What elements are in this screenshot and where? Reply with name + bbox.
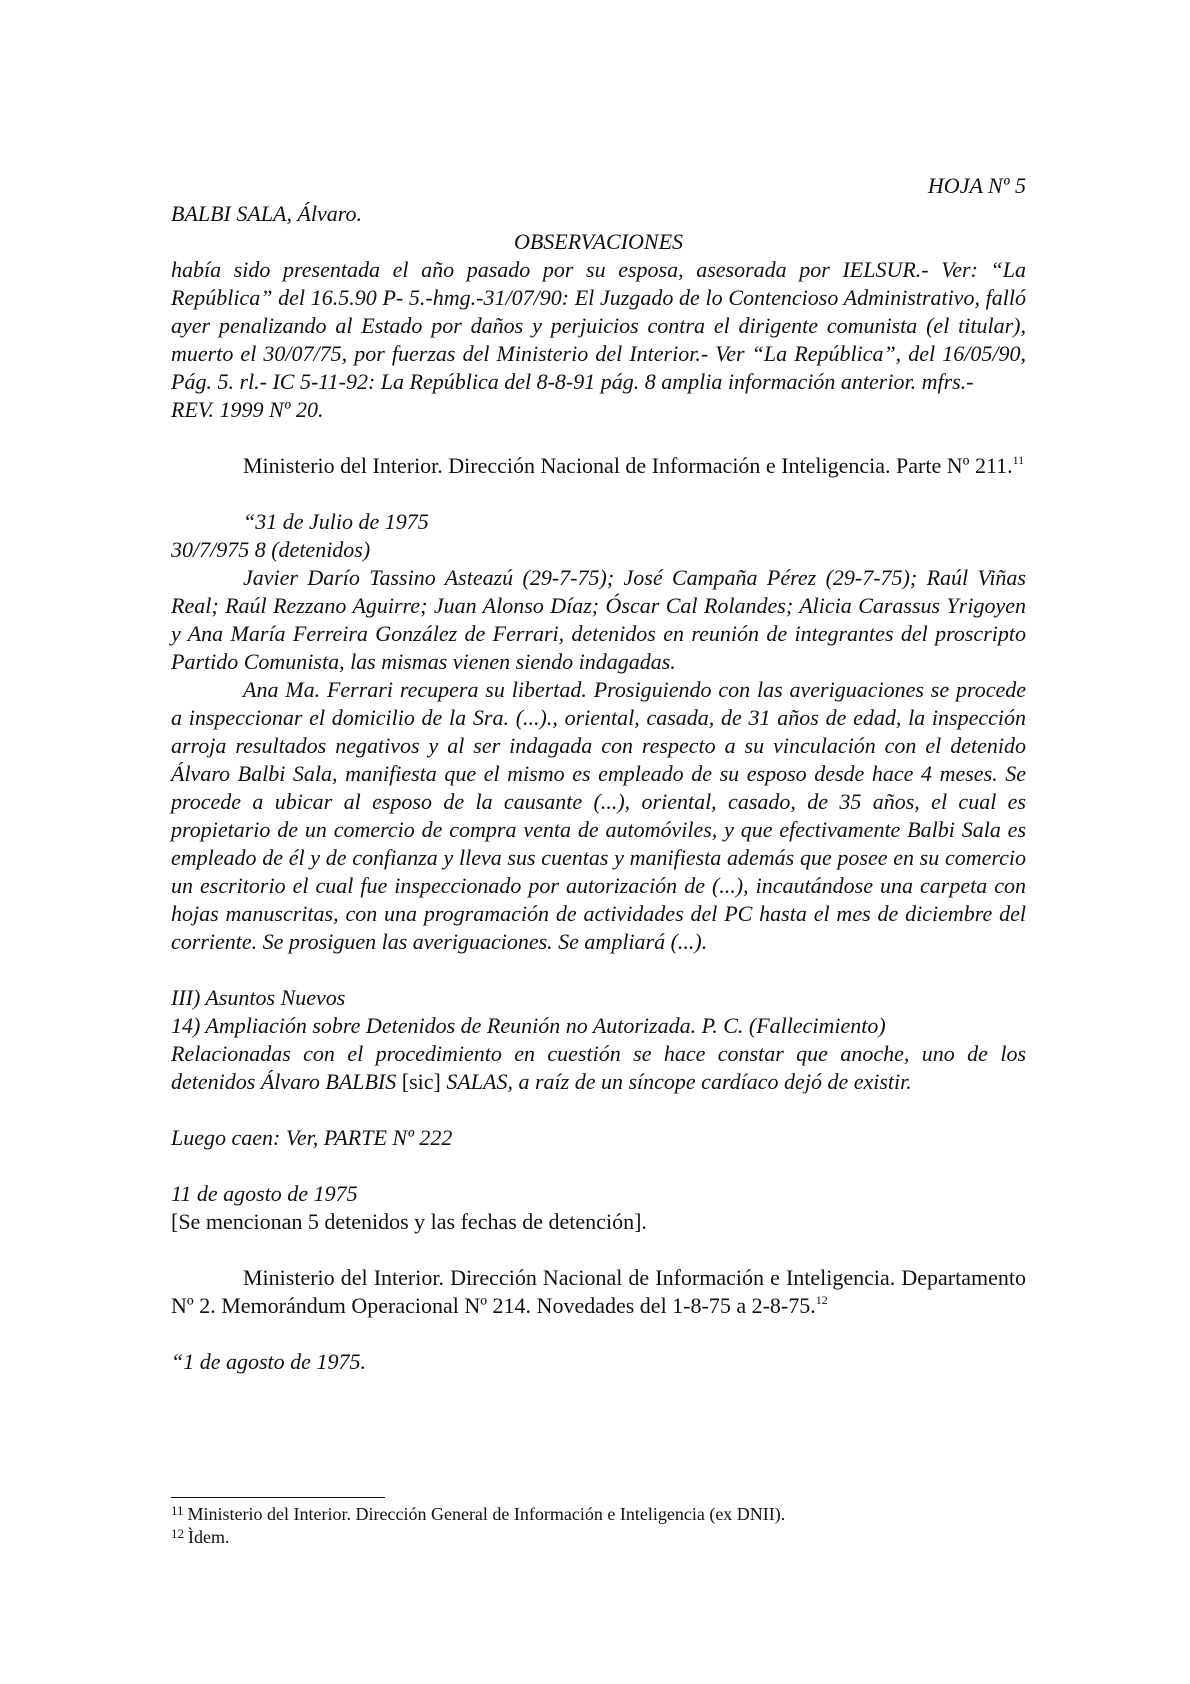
footnote-12-text: Ìdem.: [188, 1527, 230, 1547]
footnote-separator: [171, 1497, 385, 1498]
memorandum-214-date: “1 de agosto de 1975.: [171, 1349, 366, 1374]
asuntos-text-a: Relacionadas con el procedimiento en cuestión se hace constar que anoche, uno de los detenidos Álvaro BALBIS: [171, 1041, 1026, 1094]
footnote-ref-11: 11: [1012, 453, 1025, 467]
footnote-ref-12: 12: [815, 1293, 828, 1307]
parte-211-intro: [171, 452, 1026, 480]
agosto-note: [Se mencionan 5 detenidos y las fechas de detención].: [171, 1209, 647, 1234]
section-heading: OBSERVACIONES: [513, 229, 684, 254]
agosto-date: 11 de agosto de 1975: [171, 1181, 358, 1206]
footnote-12: [171, 1526, 1026, 1549]
parte-211-paragraph-2: Ana Ma. Ferrari recupera su libertad. Prosiguiendo con las averiguaciones se procede a inspeccionar el domicilio de la Sra. (...)., oriental, casada, de 31 años de edad, la inspección arroja resultados negativos y al ser indagada con respecto a su vinculación con el detenido Álvaro Balbi Sala, manifiesta que el mismo es empleado de su esposo desde hace 4 meses. Se procede a ubicar al esposo de la causante (...), oriental, casado, de 35 años, el cual es propietario de un comercio de compra venta de automóviles, y que efectivamente Balbi Sala es empleado de él y de confianza y lleva sus cuentas y manifiesta además que posee en su comercio un escritorio el cual fue inspeccionado por autorización de (...), incautándose una carpeta con hojas manuscritas, con una programación de actividades del PC hasta el mes de diciembre del corriente. Se prosiguen las averiguaciones. Se ampliará (...).: [171, 677, 1026, 954]
parte-211-date: “31 de Julio de 1975: [243, 509, 429, 534]
revision-line: REV. 1999 Nº 20.: [171, 397, 324, 422]
sheet-number: HOJA Nº 5: [927, 173, 1026, 198]
subject-name: BALBI SALA, Álvaro.: [171, 201, 363, 226]
asuntos-text-b: SALAS, a raíz de un síncope cardíaco dejó de existir.: [440, 1069, 912, 1094]
memorandum-214-intro-text: Ministerio del Interior. Dirección Nacional de Información e Inteligencia. Departamento Nº 2. Memorándum Operacional Nº 214. Novedades del 1-8-75 a 2-8-75.: [171, 1265, 1026, 1318]
footnotes: [171, 1503, 1026, 1549]
document-page: [171, 172, 1026, 1376]
asuntos-item: 14) Ampliación sobre Detenidos de Reunión no Autorizada. P. C. (Fallecimiento): [171, 1013, 886, 1038]
memorandum-214-intro: [171, 1264, 1026, 1320]
parte-211-paragraph-1: Javier Darío Tassino Asteazú (29-7-75); José Campaña Pérez (29-7-75); Raúl Viñas Real; Raúl Rezzano Aguirre; Juan Alonso Díaz; Óscar Cal Rolandes; Alicia Carassus Yrigoyen y Ana María Ferreira González de Ferrari, detenidos en reunión de integrantes del proscripto Partido Comunista, las mismas vienen siendo indagadas.: [171, 565, 1026, 674]
footnote-11: [171, 1503, 1026, 1526]
footnote-11-text: Ministerio del Interior. Dirección General de Información e Inteligencia (ex DNII).: [187, 1504, 786, 1524]
parte-211-detenidos-line: 30/7/975 8 (detenidos): [171, 537, 371, 562]
observations-text: había sido presentada el año pasado por su esposa, asesorada por IELSUR.- Ver: “La República” del 16.5.90 P- 5.-hmg.-31/07/90: El Juzgado de lo Contencioso Administrativo, falló ayer penalizando al Estado por daños y perjuicios contra el dirigente comunista (el titular), muerto el 30/07/75, por fuerzas del Ministerio del Interior.- Ver “La República”, del 16/05/90, Pág. 5. rl.- IC 5-11-92: La República del 8-8-91 pág. 8 amplia información anterior. mfrs.-: [171, 257, 1026, 394]
parte-211-intro-text: Ministerio del Interior. Dirección Nacional de Información e Inteligencia. Parte Nº 211.: [243, 453, 1013, 478]
footnote-11-number: 11: [171, 1503, 184, 1518]
asuntos-heading: III) Asuntos Nuevos: [171, 985, 346, 1010]
luego-caen-line: Luego caen: Ver, PARTE Nº 222: [171, 1125, 453, 1150]
asuntos-text: [171, 1040, 1026, 1096]
sic-marker: [sic]: [401, 1069, 441, 1094]
footnote-12-number: 12: [171, 1526, 184, 1541]
